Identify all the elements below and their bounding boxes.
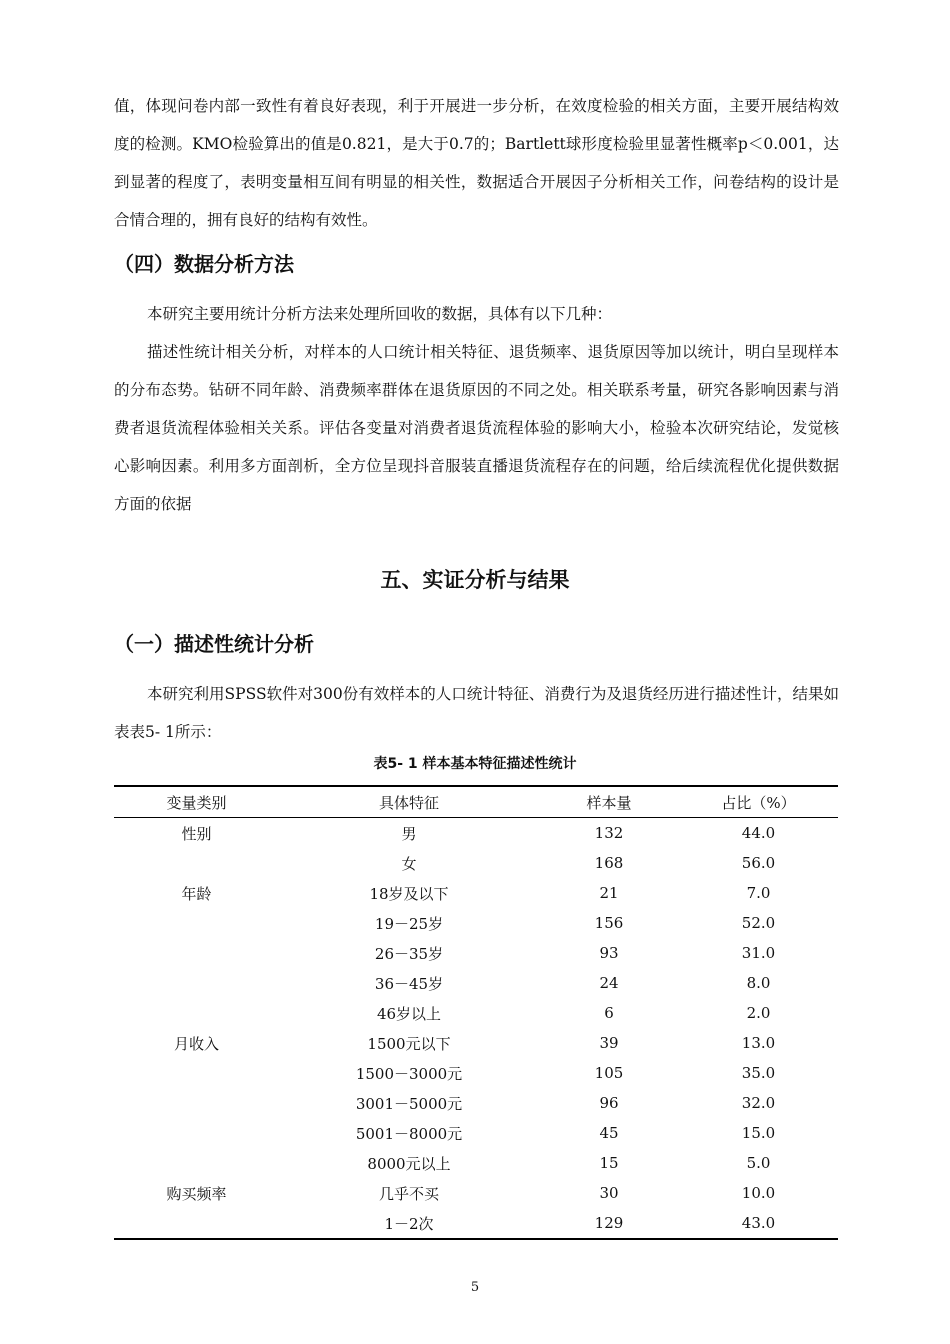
table-row <box>114 1088 838 1118</box>
column-header-sample-size: 样本量 <box>539 786 679 818</box>
table-row <box>114 818 838 849</box>
cell-sample-size: 96 <box>599 1094 619 1112</box>
cell-feature: 18岁及以下 <box>369 884 449 903</box>
cell-variable-category: 性别 <box>181 824 212 843</box>
table-row <box>114 908 838 938</box>
cell-percentage: 52.0 <box>741 914 776 932</box>
cell-feature: 8000元以上 <box>367 1154 451 1173</box>
table-header-row <box>114 786 838 818</box>
cell-percentage: 13.0 <box>741 1034 776 1052</box>
cell-feature: 1500元以下 <box>367 1034 451 1053</box>
cell-feature: 1500－3000元 <box>355 1064 463 1083</box>
cell-variable-category <box>114 908 279 938</box>
table-row <box>114 1118 838 1148</box>
cell-variable-category <box>114 1088 279 1118</box>
cell-variable-category <box>114 968 279 998</box>
cell-variable-category <box>114 848 279 878</box>
table-row <box>114 878 838 908</box>
column-header-variable-category: 变量类别 <box>114 786 279 818</box>
cell-variable-category <box>114 1058 279 1088</box>
cell-feature: 1－2次 <box>384 1214 434 1233</box>
table-row <box>114 968 838 998</box>
cell-sample-size: 132 <box>594 824 624 842</box>
cell-sample-size: 93 <box>599 944 619 962</box>
cell-variable-category: 购买频率 <box>166 1184 227 1203</box>
cell-feature: 26－35岁 <box>374 944 444 963</box>
cell-feature: 几乎不买 <box>378 1184 439 1203</box>
cell-percentage: 10.0 <box>741 1184 776 1202</box>
table-row <box>114 1178 838 1208</box>
cell-percentage: 43.0 <box>741 1214 776 1232</box>
cell-variable-category <box>114 1208 279 1239</box>
cell-sample-size: 105 <box>594 1064 624 1082</box>
section-heading-descriptive-statistics: （一）描述性统计分析 <box>114 632 314 656</box>
cell-sample-size: 156 <box>594 914 624 932</box>
cell-variable-category <box>114 1118 279 1148</box>
cell-percentage: 7.0 <box>746 884 771 902</box>
table-row <box>114 1028 838 1058</box>
cell-percentage: 56.0 <box>741 854 776 872</box>
cell-feature: 女 <box>401 854 417 873</box>
column-header-percentage: 占比（%） <box>679 786 838 818</box>
cell-sample-size: 15 <box>599 1154 619 1172</box>
cell-percentage: 35.0 <box>741 1064 776 1082</box>
column-header-feature: 具体特征 <box>279 786 539 818</box>
cell-feature: 5001－8000元 <box>355 1124 463 1143</box>
cell-feature: 46岁以上 <box>376 1004 442 1023</box>
cell-percentage: 2.0 <box>746 1004 771 1022</box>
table-row <box>114 938 838 968</box>
cell-variable-category <box>114 938 279 968</box>
cell-sample-size: 45 <box>599 1124 619 1142</box>
cell-percentage: 31.0 <box>741 944 776 962</box>
section-heading-data-analysis-method: （四）数据分析方法 <box>114 252 294 276</box>
cell-variable-category <box>114 1148 279 1178</box>
table-row <box>114 998 838 1028</box>
cell-sample-size: 21 <box>599 884 619 902</box>
cell-feature: 男 <box>401 824 417 843</box>
cell-variable-category: 年龄 <box>181 884 212 903</box>
cell-variable-category <box>114 998 279 1028</box>
paragraph-table-intro: 本研究利用SPSS软件对300份有效样本的人口统计特征、消费行为及退货经历进行描述性计，结果如表表5- 1所示： <box>114 685 839 741</box>
page-number: 5 <box>470 1280 480 1295</box>
cell-sample-size: 30 <box>599 1184 619 1202</box>
cell-feature: 36－45岁 <box>374 974 444 993</box>
cell-percentage: 5.0 <box>746 1154 771 1172</box>
cell-sample-size: 6 <box>604 1004 614 1022</box>
sample-characteristics-table <box>114 785 838 1240</box>
table-row <box>114 848 838 878</box>
cell-sample-size: 39 <box>599 1034 619 1052</box>
cell-percentage: 44.0 <box>741 824 776 842</box>
cell-feature: 19－25岁 <box>374 914 444 933</box>
cell-variable-category: 月收入 <box>173 1034 219 1053</box>
cell-percentage: 8.0 <box>746 974 771 992</box>
cell-sample-size: 129 <box>594 1214 624 1232</box>
cell-percentage: 15.0 <box>741 1124 776 1142</box>
table-row <box>114 1208 838 1239</box>
chapter-heading-empirical-analysis: 五、实证分析与结果 <box>380 568 570 592</box>
cell-feature: 3001－5000元 <box>355 1094 463 1113</box>
paragraph-reliability-validity: 值，体现问卷内部一致性有着良好表现，利于开展进一步分析，在效度检验的相关方面，主要开展结构效度的检测。KMO检验算出的值是0.821，是大于0.7的；Bartlett球形度检验里显著性概率p＜0.001，达到显著的程度了，表明变量相互间有明显的相关性，数据适合开展因子分析相关工作，问卷结构的设计是合情合理的，拥有良好的结构有效性。 <box>114 97 839 229</box>
paragraph-descriptive-methods: 描述性统计相关分析，对样本的人口统计相关特征、退货频率、退货原因等加以统计，明白呈现样本的分布态势。钻研不同年龄、消费频率群体在退货原因的不同之处。相关联系考量，研究各影响因素与消费者退货流程体验相关关系。评估各变量对消费者退货流程体验的影响大小，检验本次研究结论，发觉核心影响因素。利用多方面剖析，全方位呈现抖音服装直播退货流程存在的问题，给后续流程优化提供数据方面的依据 <box>114 343 839 513</box>
cell-sample-size: 168 <box>594 854 624 872</box>
table-caption: 表5- 1 样本基本特征描述性统计 <box>373 756 577 772</box>
cell-percentage: 32.0 <box>741 1094 776 1112</box>
table-row <box>114 1058 838 1088</box>
cell-sample-size: 24 <box>599 974 619 992</box>
paragraph-methods-intro: 本研究主要用统计分析方法来处理所回收的数据，具体有以下几种： <box>147 305 613 323</box>
table-row <box>114 1148 838 1178</box>
